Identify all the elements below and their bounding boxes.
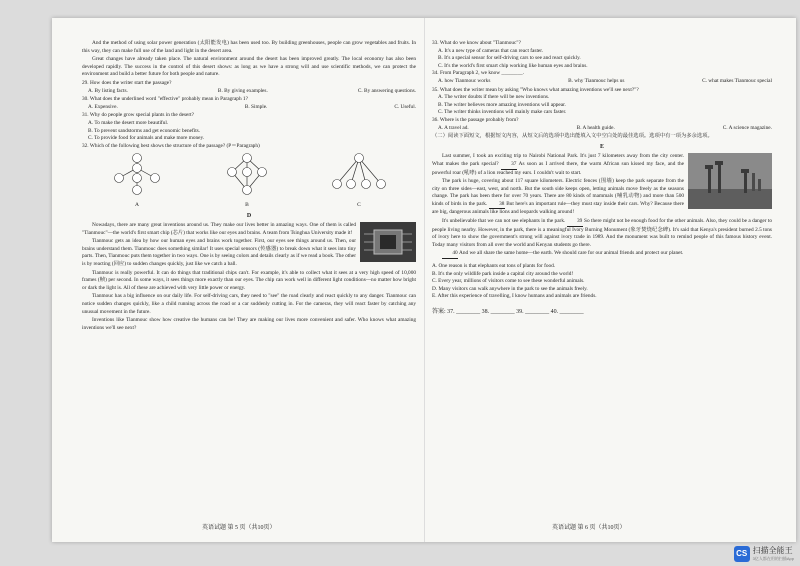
option: B. Simple. [244,103,268,110]
camscanner-logo-icon: CS [734,546,750,562]
option: B. A health guide. [576,124,615,131]
intro-paragraph: And the method of using solar power generation (太阳能发电) has been used too. By building greenhouses, people can grow vegetables and fruits. In this way, they can make full use of the land and light in the desert area. [82,40,416,54]
option: C. Useful. [394,103,416,110]
passage-d-paragraph: Inventions like Tianmouc show how creative the humans can be! They are making our lives more convenient and safer. Who knows what amazing inventions we'll see next? [82,317,416,331]
structure-diagram-c [330,152,388,209]
diagram-label: B [245,201,249,208]
option: A. To make the desert more beautiful. [88,119,169,126]
passage-e-paragraph: Last summer, I took an exciting trip to Nairobi National Park. It's just 7 kilometers away from the city center. What makes the park special? 37 As soon as I arrived there, the warm African sun kissed my face, and the powerful roar (吼哮) of a lion reached my ears. I couldn't wait to start. [432,153,684,176]
left-page [82,40,416,333]
option: C. It's the world's first smart chip working like human eyes and brains. [438,62,588,69]
option: C. The writer thinks inventions will mainly make cars faster. [438,109,567,116]
structure-diagram-b [220,152,274,209]
watermark-subtitle: 3亿人都在用的扫描App [752,556,794,561]
choice-d: D. Many visitors can walk anywhere in the park to see the animals freely. [432,285,588,292]
passage-d-paragraph: Tianmouc gets an idea by how our human eyes and brains work together. First, our eyes see things around us. Then, our brains understand them. Tianmouc does something similar! It uses special sensors (传感器) to break down what it sees into tiny parts. Then, Tianmouc puts them together in two ways. One is by seeing colors and details clearly as if we read a book. The other is by reacting (回应) to sudden changes quickly, just like we catch a ball. [82,238,357,268]
option: A. By listing facts. [88,87,128,94]
structure-diagrams [82,152,416,209]
blank-40[interactable]: 40 [442,250,458,259]
question-35: 35. What does the writer mean by asking "Who knows what amazing inventions we'll see next?"? [432,86,639,93]
section-d-title: D [246,212,252,219]
question-29: 29. How does the writer start the passage? [82,79,172,86]
question-34-options [432,78,772,86]
blank-38[interactable]: 38 [489,201,505,210]
passage-e-paragraph: 40 And we all share the same home—the earth. We should care for our animal friends and protect our planet. [432,250,772,259]
watermark-title: 扫描全能王 [752,546,793,555]
choice-e: E. After this experience of travelling, I know humans and animals are friends. [432,293,597,300]
question-30-options [82,104,416,112]
section-e-title: E [599,143,604,150]
blank-37[interactable]: 37 [501,161,517,170]
option: C. By answering questions. [357,87,416,94]
option: A. how Tianmouc works [438,77,491,84]
passage-d-paragraph: Tianmouc is really powerful. It can do things that traditional chips can't. For example, it's able to collect what it sees at a very high speed of 10,000 frames (帧) per second. In some ways, it sees things more exactly than our eyes. The chip can work well in different light conditions—no matter how bright or dark the light is. All of these are achieved with very little power or energy. [82,269,416,291]
option: B. It's a special sensor for self-driving cars to see and react quickly. [438,55,581,62]
page-footer-right: 英语试题 第 6 页（共10页） [552,525,626,531]
option: B. The writer believes more amazing inventions will appear. [438,101,566,108]
right-page [432,40,772,317]
option: B. To prevent sandstorms and get economic benefits. [88,127,201,134]
option: C. To provide food for animals and make more money. [88,135,205,142]
question-33: 33. What do we know about "Tianmouc"? [432,40,521,46]
passage-e-paragraph: It's unbelievable that we can not see elephants in the park. 39 So there might not be enough food for the other animals. Also, they could be a danger to people living nearby. However, in the park, there is a meaningful Ivory Burning Monument (象牙焚烧纪念碑). It's said that Kenya's president burned 2.5 tons of ivory here to show the government's strong will against ivory trade in 1989. And the monument was built to remind people of this famous history event. Today many visitors from all over the world and Kenyan students go there. [432,218,772,248]
question-36: 36. Where is the passage probably from? [432,116,519,123]
question-30: 30. What does the underlined word "effective" probably mean in Paragraph 1? [82,96,248,103]
passage-e-paragraph: The park is huge, covering about 117 square kilometers. Electric fences (围墙) keep the park separate from the city on three sides—east, west, and north. But the south side keeps open, letting animals move freely as the seasons change. The park has been there for over 70 years. There are 80 kinds of mammals (哺乳动物) and more than 500 kinds of birds in the park. 38 But here's an important rule—they must stay inside their cars. Why? Because there are big, dangerous animals like lions and leopards walking around! [432,178,684,216]
page-footer-left: 英语试题 第 5 页（共10页） [202,525,276,531]
option: A. Expensive. [88,103,118,110]
option: C. what makes Tianmouc special [702,77,772,84]
diagram-label: A [135,201,139,208]
page-fold [424,18,425,542]
exam-sheet [52,18,796,542]
passage-d-paragraph: Nowadays, there are many great inventions around us. They make our lives better in amazing ways. One of them is called "Tianmouc"—the world's first smart chip (芯片) that works like our eyes and brains. A team from Tsinghua University made it! [82,222,356,236]
question-34: 34. From Paragraph 2, we know ________. [432,70,524,77]
chip-image [360,222,416,262]
question-29-options [82,88,416,96]
blank-39[interactable]: 39 [567,218,583,227]
option: A. The writer doubts if there will be new inventions. [438,94,550,101]
option: B. why Tianmouc helps us [568,77,625,84]
answer-line[interactable]: 答案: 37. ________ 38. ________ 39. ________ 40. ________ [432,309,584,315]
option: A. It's a new type of cameras that can react faster. [438,47,544,54]
choice-a: A. One reason is that elephants eat tons of plants for food. [432,263,556,270]
option: C. A science magazine. [722,124,772,131]
choice-c: C. Every year, millions of visitors come to see these wonderful animals. [432,278,585,285]
choice-b: B. It's the only wildlife park inside a capital city around the world! [432,270,574,277]
diagram-label: C [357,201,361,208]
section-directions: （二）阅读下面短文，根据短文内容，从短文后的选项中选出能填入文中空白处的最佳选项。选项中有一项为多余选项。 [432,133,713,140]
question-31: 31. Why do people grow special plants in the desert? [82,112,194,119]
option: A. A travel ad. [438,124,469,131]
scanner-watermark [734,545,794,562]
option: B. By giving examples. [217,87,268,94]
structure-diagram-a [110,152,164,209]
intro-paragraph: Great changes have already taken place. The natural environment around the desert has been improved greatly. The local economy has also been developed rapidly. The success in the control of this desert shows: as long as we have a strong will and use scientific methods, we can protect the environment and build a better future for both people and nature. [82,56,416,78]
question-36-options [432,125,772,133]
passage-d-paragraph: Tianmouc has a big influence on our daily life. For self-driving cars, they need to "see" the road clearly and react quickly to any danger. Tianmouc can notice sudden changes quickly, like a child running across the road or a car suddenly cutting in. For the cameras, they will react faster by catching any unusual movement in the future. [82,293,416,315]
giraffe-park-image [688,153,772,209]
question-32: 32. Which of the following best shows the structure of the passage? (P＝Paragraph) [82,142,260,149]
